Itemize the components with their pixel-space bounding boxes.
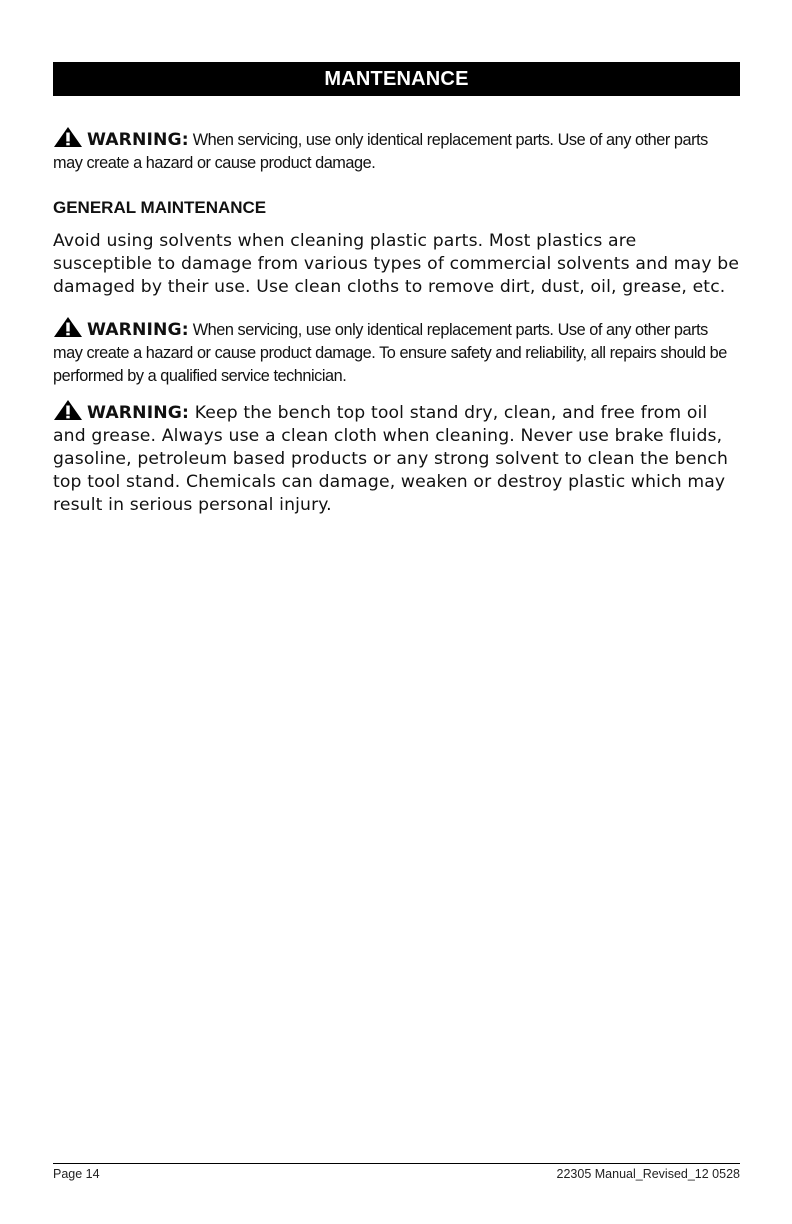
warning-text: Keep the bench top tool stand dry, clean, and free from oil and grease. Always use a clean cloth when cleaning. Never use brake fluids, gasoline, petroleum based products or any strong solvent to clean the bench top tool stand. Chemicals can damage, weaken or destroy plastic which may result in serious personal injury. <box>53 403 729 516</box>
general-maintenance-heading: GENERAL MAINTENANCE <box>53 198 267 217</box>
warning-triangle-icon <box>53 126 83 148</box>
warning-replacement-parts <box>53 126 740 175</box>
page-number: Page 14 <box>53 1167 100 1181</box>
warning-label: WARNING: <box>87 403 190 424</box>
warning-text: When servicing, use only identical replacement parts. Use of any other parts may create a hazard or cause product damage. To ensure safety and reliability, all repairs should be performed by a qualified service technician. <box>53 321 727 386</box>
warning-triangle-icon <box>53 399 83 421</box>
general-maintenance-paragraph: Avoid using solvents when cleaning plastic parts. Most plastics are susceptible to damage from various types of commercial solvents and may be damaged by their use. Use clean cloths to remove dirt, dust, oil, grease, etc. <box>53 231 740 297</box>
warning-keep-dry <box>53 399 740 517</box>
warning-label: WARNING: <box>87 320 189 341</box>
section-title: MANTENANCE <box>324 67 469 90</box>
document-id: 22305 Manual_Revised_12 0528 <box>556 1167 740 1181</box>
section-header <box>53 62 740 96</box>
warning-triangle-icon <box>53 316 83 338</box>
warning-label: WARNING: <box>87 130 189 150</box>
warning-text: When servicing, use only identical replacement parts. Use of any other parts may create a hazard or cause product damage. <box>53 131 708 172</box>
page-footer <box>53 1163 740 1181</box>
warning-qualified-technician <box>53 316 740 388</box>
manual-page <box>53 62 740 517</box>
